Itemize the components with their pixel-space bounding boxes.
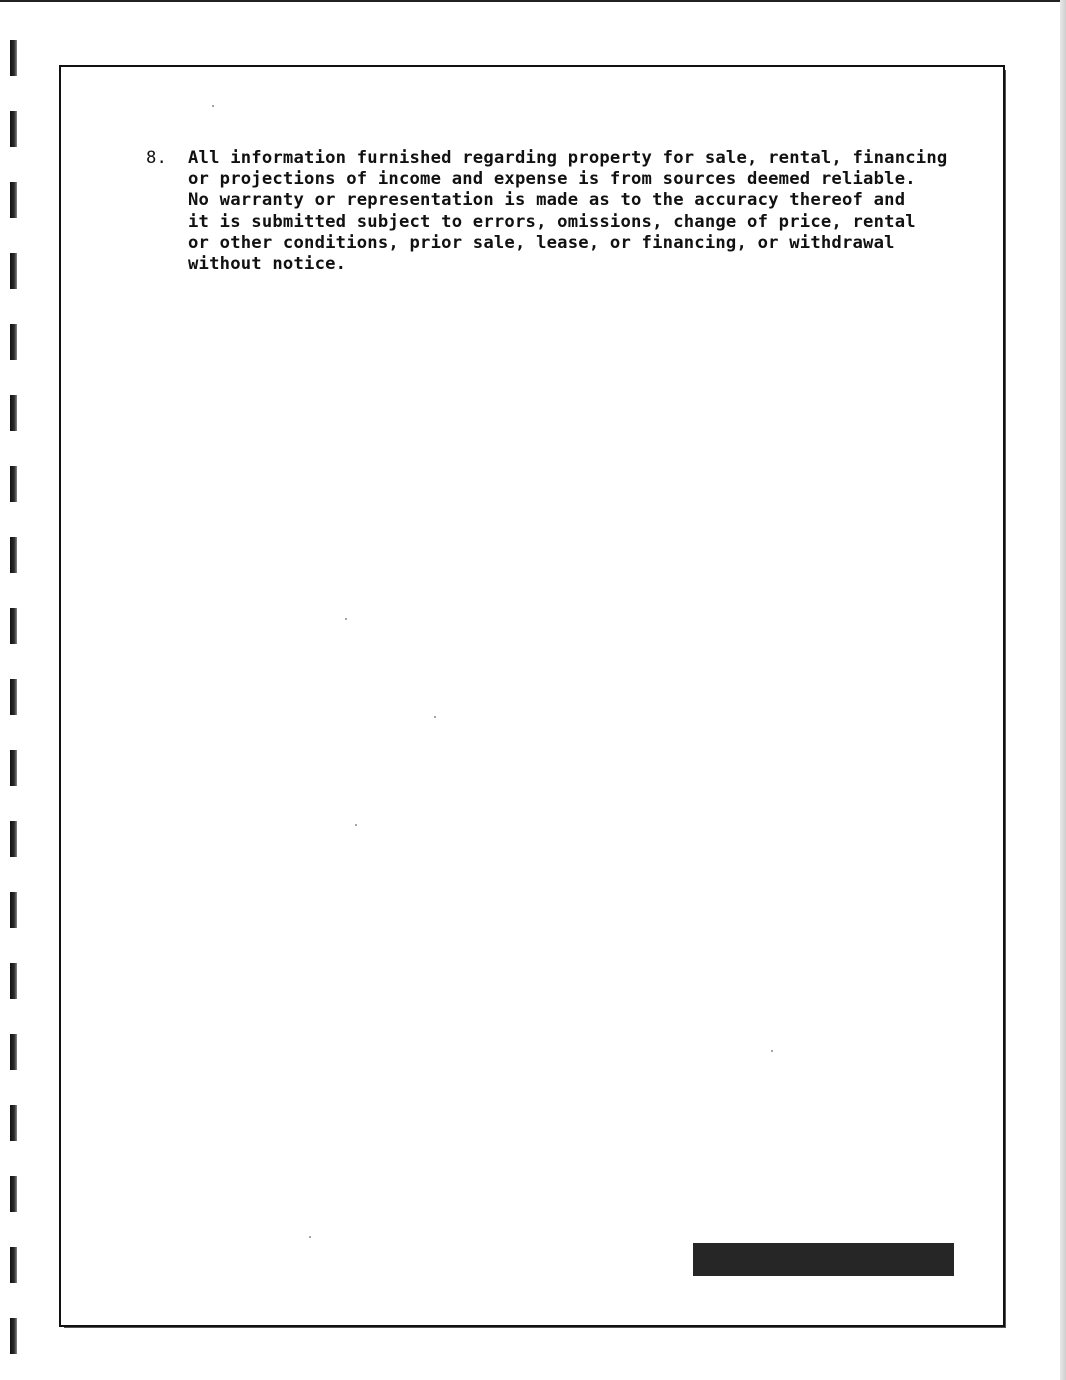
- clause-text: [188, 148, 966, 275]
- scan-top-edge: [0, 0, 1066, 2]
- binding-hole: [10, 1176, 17, 1212]
- binding-hole: [10, 963, 17, 999]
- binding-hole: [10, 1318, 17, 1354]
- clause-line: or other conditions, prior sale, lease, or financing, or withdrawal: [188, 232, 895, 253]
- binding-hole: [10, 1034, 17, 1070]
- scan-speck: [355, 824, 357, 826]
- scan-speck: [434, 716, 436, 718]
- redaction-bar: [693, 1243, 954, 1276]
- clause-line: without notice.: [188, 254, 347, 275]
- binding-hole: [10, 466, 17, 502]
- disclaimer-clause: [146, 148, 966, 275]
- scan-speck: [212, 105, 214, 107]
- binding-hole: [10, 537, 17, 573]
- binding-hole: [10, 395, 17, 431]
- binding-hole: [10, 608, 17, 644]
- scan-speck: [771, 1050, 773, 1052]
- scan-right-edge: [1060, 0, 1066, 1380]
- binding-hole: [10, 182, 17, 218]
- clause-line: All information furnished regarding property for sale, rental, financing: [188, 148, 948, 168]
- binding-hole: [10, 1105, 17, 1141]
- binding-hole: [10, 1247, 17, 1283]
- binding-hole: [10, 111, 17, 147]
- clause-line: it is submitted subject to errors, omissions, change of price, rental: [188, 211, 916, 232]
- scan-speck: [309, 1236, 311, 1238]
- clause-number: 8.: [146, 148, 168, 168]
- clause-line: or projections of income and expense is from sources deemed reliable.: [188, 169, 916, 190]
- binding-hole: [10, 821, 17, 857]
- binding-hole: [10, 679, 17, 715]
- clause-line: No warranty or representation is made as to the accuracy thereof and: [188, 190, 906, 211]
- binding-hole: [10, 40, 17, 76]
- scan-speck: [345, 618, 347, 620]
- binding-hole: [10, 892, 17, 928]
- binding-holes: [0, 0, 30, 1380]
- binding-hole: [10, 253, 17, 289]
- binding-hole: [10, 750, 17, 786]
- binding-hole: [10, 324, 17, 360]
